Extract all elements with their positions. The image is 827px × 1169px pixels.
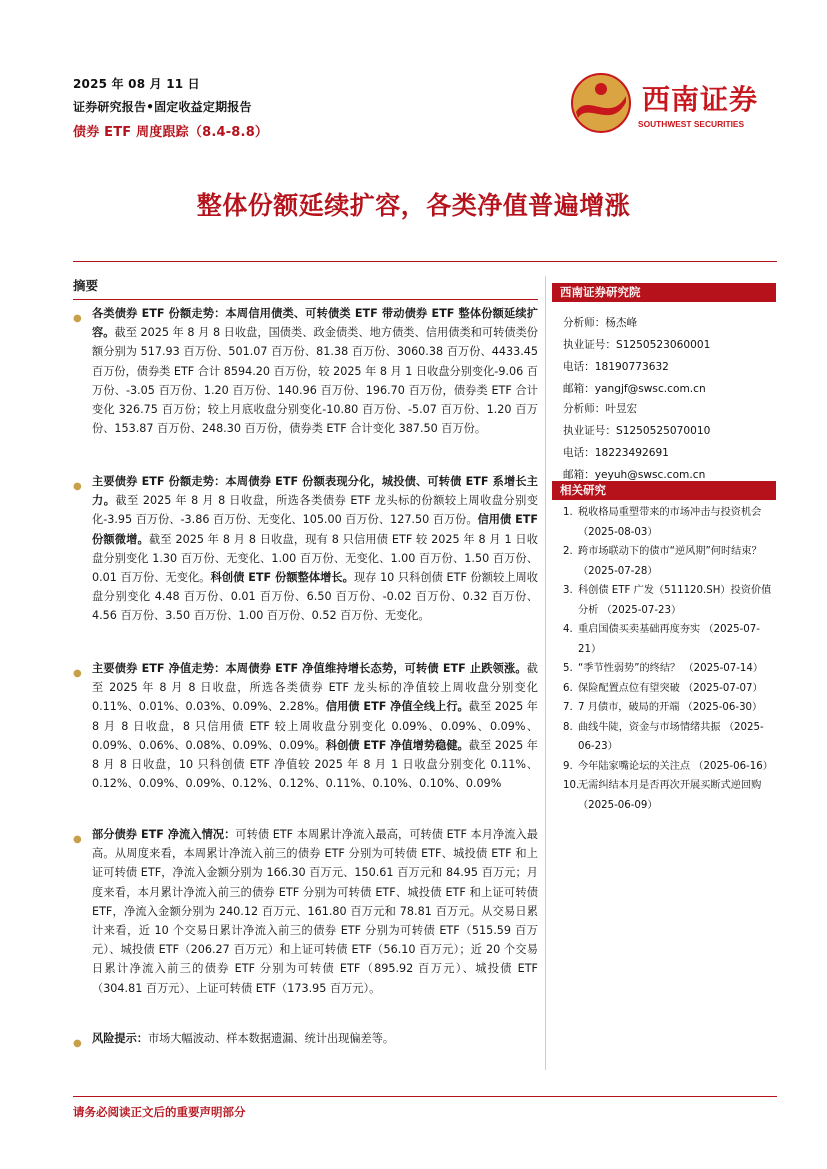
logo-emblem-icon — [570, 72, 632, 134]
list-item-number: 8. — [563, 721, 573, 733]
bullet-text: 可转债 ETF 本周累计净流入最高，可转债 ETF 本月净流入最高。从周度来看，本周累计净流入前三的债券 ETF 分别为可转债 ETF、城投债 ETF 和上证可转债 ETF，净流入金额分别为 166.30 百万元、150.61 百万元和 84.95 百万元；月度来看，本月累计净流入前三的债券 ETF 分别为可转债 ETF、城投债 ETF 和上证可转债 ETF，净流入金额分别为 240.12 百万元、161.80 百万元和 78.81 百万元。从交易日累计来看，近 10 个交易日累计净流入前三的债券 ETF 分别为可转债 ETF（515.59 百万元）、城投债 ETF（206.27 百万元）和上证可转债 ETF（56.10 百万元）；近 20 个交易日累计净流入前三的债券 ETF 分别为可转债 ETF（895.92 百万元）、城投债 ETF（304.81 百万元）、上证可转债 ETF（173.95 百万元）。 — [92, 828, 538, 995]
bullet-dot-icon: ● — [73, 834, 82, 845]
list-item-number: 10. — [563, 780, 580, 791]
bullet-dot-icon: ● — [73, 668, 82, 679]
list-item-text: “季节性弱势”的终结？ （2025-07-14） — [578, 663, 764, 674]
bullet-dot-icon: ● — [73, 313, 82, 324]
list-item[interactable] — [563, 718, 773, 757]
list-item[interactable] — [563, 581, 773, 620]
page-title: 整体份额延续扩容，各类净值普遍增涨 — [196, 191, 631, 220]
list-item[interactable] — [563, 679, 773, 699]
analyst-phone: 电话：18190773632 — [563, 361, 669, 373]
analyst-card — [563, 312, 710, 400]
analyst-name: 分析师：叶昱宏 — [563, 403, 638, 415]
list-item-number: 3. — [563, 585, 573, 596]
list-item[interactable] — [563, 659, 773, 679]
bullet-text: 截至 2025 年 8 月 8 日收盘，现有 8 只信用债 ETF 较 2025 年 8 月 1 日收盘分别变化 1.30 百万份、无变化、1.00 百万份、无变化、1.00 百万份、1.50 百万份、0.01 百万份、无变化。 — [92, 532, 538, 585]
bullet-text: 截至 2025 年 8 月 8 日收盘，所选各类债券 ETF 龙头标的净值较上周收盘分别变化 0.11%、0.01%、0.03%、0.09%、2.28%。 — [92, 662, 538, 714]
bullet-text: 截至 2025 年 8 月 8 日收盘，10 只科创债 ETF 净值较 2025 年 8 月 1 日收盘分别变化 0.11%、0.12%、0.09%、0.09%、0.12%、0.12%、0.11%、0.10%、0.10%、0.09% — [92, 738, 538, 791]
related-research-heading: 相关研究 — [552, 481, 776, 500]
title-divider — [73, 261, 777, 262]
list-item[interactable] — [563, 776, 773, 815]
list-item-number: 4. — [563, 624, 573, 635]
report-type: 证券研究报告•固定收益定期报告 — [73, 100, 252, 114]
company-logo — [570, 70, 770, 136]
related-research-list — [563, 503, 773, 815]
logo-english-name: SOUTHWEST SECURITIES — [638, 119, 745, 129]
list-item-number: 1. — [563, 507, 573, 518]
list-item[interactable] — [563, 620, 773, 659]
abstract-bullet — [73, 1029, 538, 1048]
bullet-lead: 主要债券 ETF 份额走势：本周债券 ETF 份额表现分化，城投债、可转债 ETF 系增长主力。 — [92, 475, 538, 508]
analyst-cert: 执业证号：S1250523060001 — [563, 339, 711, 351]
list-item-text: 曲线牛陡，资金与市场情绪共振 （2025-06-23） — [578, 721, 764, 752]
list-item-text: 税收格局重塑带来的市场冲击与投资机会 （2025-08-03） — [578, 507, 762, 538]
bullet-dot-icon: ● — [73, 1038, 82, 1049]
bullet-lead: 信用债 ETF 份额微增。 — [92, 513, 538, 546]
report-series: 债券 ETF 周度跟踪（8.4-8.8） — [73, 125, 269, 140]
list-item-number: 7. — [563, 702, 573, 713]
institute-box — [552, 283, 776, 302]
list-item[interactable] — [563, 757, 773, 777]
analyst-cert: 执业证号：S1250525070010 — [563, 425, 711, 437]
list-item-number: 6. — [563, 682, 573, 694]
abstract-heading: 摘要 — [73, 278, 99, 293]
bullet-text: 截至 2025 年 8 月 8 日收盘，所选各类债券 ETF 龙头标的份额较上周收盘分别变化-3.95 百万份、-3.86 百万份、无变化、105.00 百万份、127.50 百万份。 — [92, 494, 538, 527]
bullet-lead: 主要债券 ETF 净值走势：本周债券 ETF 净值维持增长态势，可转债 ETF 止跌领涨。 — [92, 662, 527, 675]
list-item-number: 2. — [563, 546, 573, 557]
footer-notice: 请务必阅读正文后的重要声明部分 — [73, 1105, 246, 1119]
list-item-number: 9. — [563, 760, 573, 772]
analyst-email[interactable]: 邮箱：yeyuh@swsc.com.cn — [563, 469, 706, 481]
abstract-bullet — [73, 825, 538, 998]
list-item-text: 重启国债买卖基础再度夯实 （2025-07-21） — [578, 624, 760, 655]
abstract-bullet — [73, 472, 538, 626]
list-item[interactable] — [563, 503, 773, 542]
column-divider — [545, 276, 546, 1070]
bullet-dot-icon: ● — [73, 481, 82, 492]
bullet-text: 市场大幅波动、样本数据遗漏、统计出现偏差等。 — [147, 1032, 395, 1045]
bullet-lead: 各类债券 ETF 份额走势：本周信用债类、可转债类 ETF 带动债券 ETF 整体份额延续扩容。 — [92, 307, 538, 340]
related-research-box — [552, 481, 776, 500]
list-item-text: 科创债 ETF 广发（511120.SH）投资价值分析 （2025-07-23） — [578, 585, 772, 616]
analyst-name: 分析师：杨杰峰 — [563, 317, 638, 329]
analyst-email[interactable]: 邮箱：yangjf@swsc.com.cn — [563, 383, 706, 395]
list-item-text: 跨市场联动下的债市“逆风期”何时结束？ （2025-07-28） — [578, 546, 762, 577]
list-item-text: 今年陆家嘴论坛的关注点 （2025-06-16） — [578, 760, 773, 772]
abstract-bullet — [73, 659, 538, 793]
bullet-lead: 风险提示： — [92, 1032, 148, 1045]
abstract-bullet — [73, 304, 538, 438]
list-item-text: 保险配置点位有望突破 （2025-07-07） — [578, 682, 763, 694]
footer-divider — [73, 1096, 777, 1097]
bullet-lead: 信用债 ETF 净值全线上行。 — [325, 700, 469, 714]
bullet-text: 现存 10 只科创债 ETF 份额较上周收盘分别变化 4.48 百万份、0.01 百万份、6.50 百万份、-0.02 百万份、0.32 百万份、4.56 百万份、3.50 百万份、1.00 百万份、0.52 百万份、无变化。 — [92, 571, 538, 623]
list-item-text: 7 月债市，破局的开端 （2025-06-30） — [578, 702, 763, 713]
list-item-number: 5. — [563, 663, 573, 674]
list-item-text: 无需纠结本月是否再次开展买断式逆回购 （2025-06-09） — [578, 780, 762, 811]
institute-heading: 西南证券研究院 — [552, 283, 776, 302]
bullet-lead: 部分债券 ETF 净流入情况： — [92, 828, 236, 841]
list-item[interactable] — [563, 698, 773, 718]
analyst-card — [563, 398, 710, 486]
bullet-text: 截至 2025 年 8 月 8 日收盘，8 只信用债 ETF 较上周收盘分别变化 0.09%、0.09%、0.09%、0.09%、0.06%、0.08%、0.09%、0.09%。 — [92, 700, 538, 752]
bullet-lead: 科创债 ETF 净值增势稳健。 — [325, 738, 469, 752]
bullet-lead: 科创债 ETF 份额整体增长。 — [210, 571, 354, 585]
list-item[interactable] — [563, 542, 773, 581]
abstract-divider — [73, 299, 538, 300]
analyst-phone: 电话：18223492691 — [563, 447, 669, 459]
bullet-text: 截至 2025 年 8 月 8 日收盘，国债类、政金债类、地方债类、信用债类和可转债类份额分别为 517.93 百万份、501.07 百万份、81.38 百万份、3060.38 百万份、4433.45 百万份，债券类 ETF 合计 8594.20 百万份，较 2025 年 8 月 1 日收盘分别变化-9.06 百万份、-3.05 百万份、1.20 百万份、140.96 百万份、196.70 百万份，债券类 ETF 合计变化 326.75 百万份；较上月底收盘分别变化-10.80 百万份、-5.07 百万份、1.20 百万份、153.87 百万份、248.30 百万份，债券类 ETF 合计变化 387.50 百万份。 — [92, 326, 538, 436]
logo-chinese-name: 西南证券 — [642, 83, 759, 116]
report-date: 2025 年 08 月 11 日 — [73, 77, 200, 91]
